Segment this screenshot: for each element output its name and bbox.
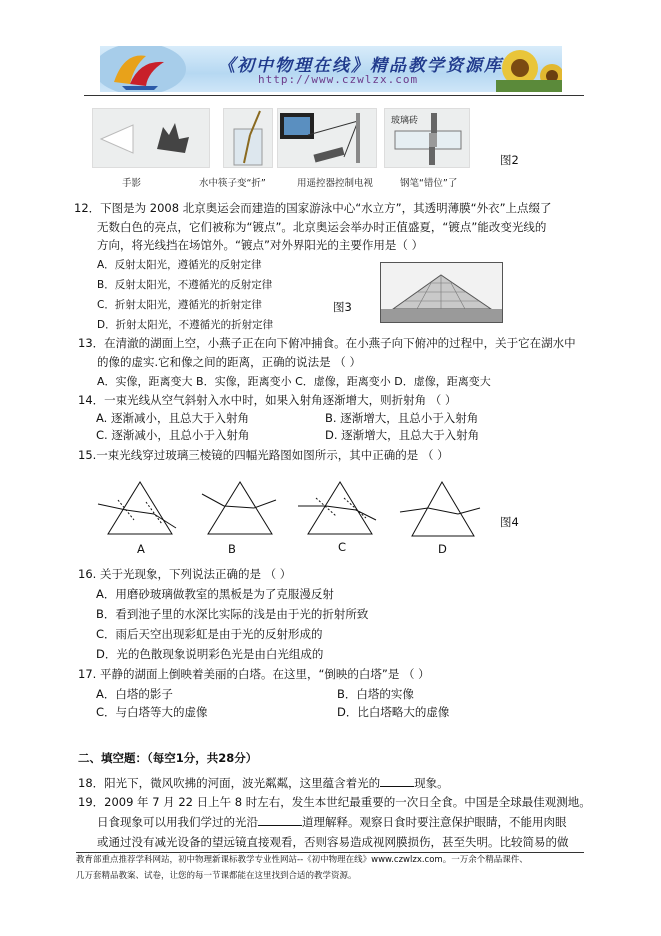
figure3-label: 图3 xyxy=(333,300,352,314)
header-title: 《初中物理在线》精品教学资源库 xyxy=(218,56,503,76)
prism-c xyxy=(298,482,376,534)
q19-line1: 19．2009 年 7 月 22 日上午 8 时左右，发生本世纪最重要的一次日全食。中国是全球最佳观测地。 xyxy=(78,795,591,809)
q17-option-a: A．白塔的影子 xyxy=(96,687,173,701)
shadow-hand-image xyxy=(92,108,210,168)
prism-b xyxy=(202,482,276,534)
q17-option-c: C．与白塔等大的虚像 xyxy=(96,705,208,719)
q12-option-c: C．折射太阳光，遵循光的折射定律 xyxy=(97,299,262,311)
q16-option-d: D．光的色散现象说明彩色光是由白光组成的 xyxy=(96,647,324,661)
footer-line1: 教育部重点推荐学科网站，初中物理新课标教学专业性网站--《初中物理在线》www.czwlzx.com。一万余个精品课件、 xyxy=(76,855,528,865)
footer-line2: 几万套精品教案、试卷，让您的每一节课都能在这里找到合适的教学资源。 xyxy=(76,871,357,881)
caption-shadow: 手影 xyxy=(122,178,142,189)
q19-line3: 或通过没有减光设备的望远镜直接观看，否则容易造成视网膜损伤，甚至失明。比较简易的做 xyxy=(97,835,569,849)
glass-block-label: 玻璃砖 xyxy=(391,116,419,126)
q19-blank[interactable] xyxy=(258,813,302,826)
q19-text-after: 道理解释。观察日食时要注意保护眼睛，不能用肉眼 xyxy=(302,815,567,829)
caption-remote: 用遥控器控制电视 xyxy=(297,178,374,189)
q13-line2: 的像的虚实.它和像之间的距离，正确的说法是 （ ） xyxy=(97,355,361,369)
prism-a xyxy=(98,482,176,534)
q19-line2 xyxy=(97,813,567,831)
q12-option-b: B．反射太阳光，不遵循光的反射定律 xyxy=(97,279,273,291)
prism-label-c: C xyxy=(338,540,347,554)
pen-glass-image xyxy=(384,108,470,168)
q12-line2: 无数白色的亮点，它们被称为“镀点”。北京奥运会举办时正值盛夏，“镀点”能改变光线的 xyxy=(97,220,547,234)
q14-option-a: A. 逐渐减小，且总大于入射角 xyxy=(96,411,249,425)
q18-text-before: 18．阳光下，微风吹拂的河面，波光粼粼，这里蕴含着光的 xyxy=(78,776,381,790)
prism-d xyxy=(400,482,480,536)
header-banner xyxy=(100,46,562,92)
q18-line xyxy=(78,774,449,792)
q14-option-d: D. 逐渐增大，且总大于入射角 xyxy=(325,428,480,442)
q12-line3: 方向，将光线挡在场馆外。“镀点”对外界阳光的主要作用是（ ） xyxy=(97,238,424,252)
prism-label-a: A xyxy=(137,542,145,556)
header-url[interactable]: http://www.czwlzx.com xyxy=(258,73,419,86)
chopsticks-image xyxy=(223,108,273,168)
remote-tv-image xyxy=(277,108,377,168)
q17-option-d: D．比白塔略大的虚像 xyxy=(337,705,450,719)
q16-stem: 16. 关于光现象，下列说法正确的是 （ ） xyxy=(78,567,292,581)
q14-option-b: B. 逐渐增大，且总小于入射角 xyxy=(325,411,479,425)
q12-option-d: D．折射太阳光，不遵循光的折射定律 xyxy=(97,319,274,331)
q14-option-c: C. 逐渐减小，且总小于入射角 xyxy=(96,428,250,442)
header-rule xyxy=(84,95,584,96)
q16-option-a: A．用磨砂玻璃做教室的黑板是为了克服漫反射 xyxy=(96,587,334,601)
prism-label-d: D xyxy=(438,542,447,556)
q17-stem: 17. 平静的湖面上倒映着美丽的白塔。在这里，“倒映的白塔”是 （ ） xyxy=(78,667,430,681)
caption-pen: 钢笔“错位”了 xyxy=(400,178,458,189)
q13-line1: 13．在清澈的湖面上空，小燕子正在向下俯冲捕食。在小燕子向下俯冲的过程中，关于它在湖水中 xyxy=(78,336,576,350)
water-cube-image xyxy=(380,262,503,323)
section2-title: 二、填空题：（每空1分，共28分） xyxy=(78,751,258,765)
q12-line1: 12．下图是为 2008 北京奥运会而建造的国家游泳中心“水立方”，其透明薄膜“外衣”上点缀了 xyxy=(74,201,552,215)
q15-stem: 15.一束光线穿过玻璃三棱镜的四幅光路图如图所示，其中正确的是 （ ） xyxy=(78,448,449,462)
prism-label-b: B xyxy=(228,542,236,556)
q18-blank[interactable] xyxy=(380,774,414,787)
figure4-label: 图4 xyxy=(500,515,519,529)
q18-text-after: 现象。 xyxy=(414,776,449,790)
q13-options: A．实像，距离变大 B．实像，距离变小 C．虚像，距离变小 D．虚像，距离变大 xyxy=(97,375,491,388)
q16-option-c: C．雨后天空出现彩虹是由于光的反射形成的 xyxy=(96,627,323,641)
q17-option-b: B．白塔的实像 xyxy=(337,687,414,701)
q19-text-before: 日食现象可以用我们学过的光沿 xyxy=(97,815,258,829)
q14-stem: 14．一束光线从空气斜射入水中时，如果入射角逐渐增大，则折射角 （ ） xyxy=(78,393,457,407)
figure2-label: 图2 xyxy=(500,153,519,167)
q16-option-b: B．看到池子里的水深比实际的浅是由于光的折射所致 xyxy=(96,607,369,621)
prism-diagrams xyxy=(96,478,496,540)
q12-option-a: A．反射太阳光，遵循光的反射定律 xyxy=(97,259,262,271)
caption-chopsticks: 水中筷子变“折” xyxy=(199,178,266,189)
